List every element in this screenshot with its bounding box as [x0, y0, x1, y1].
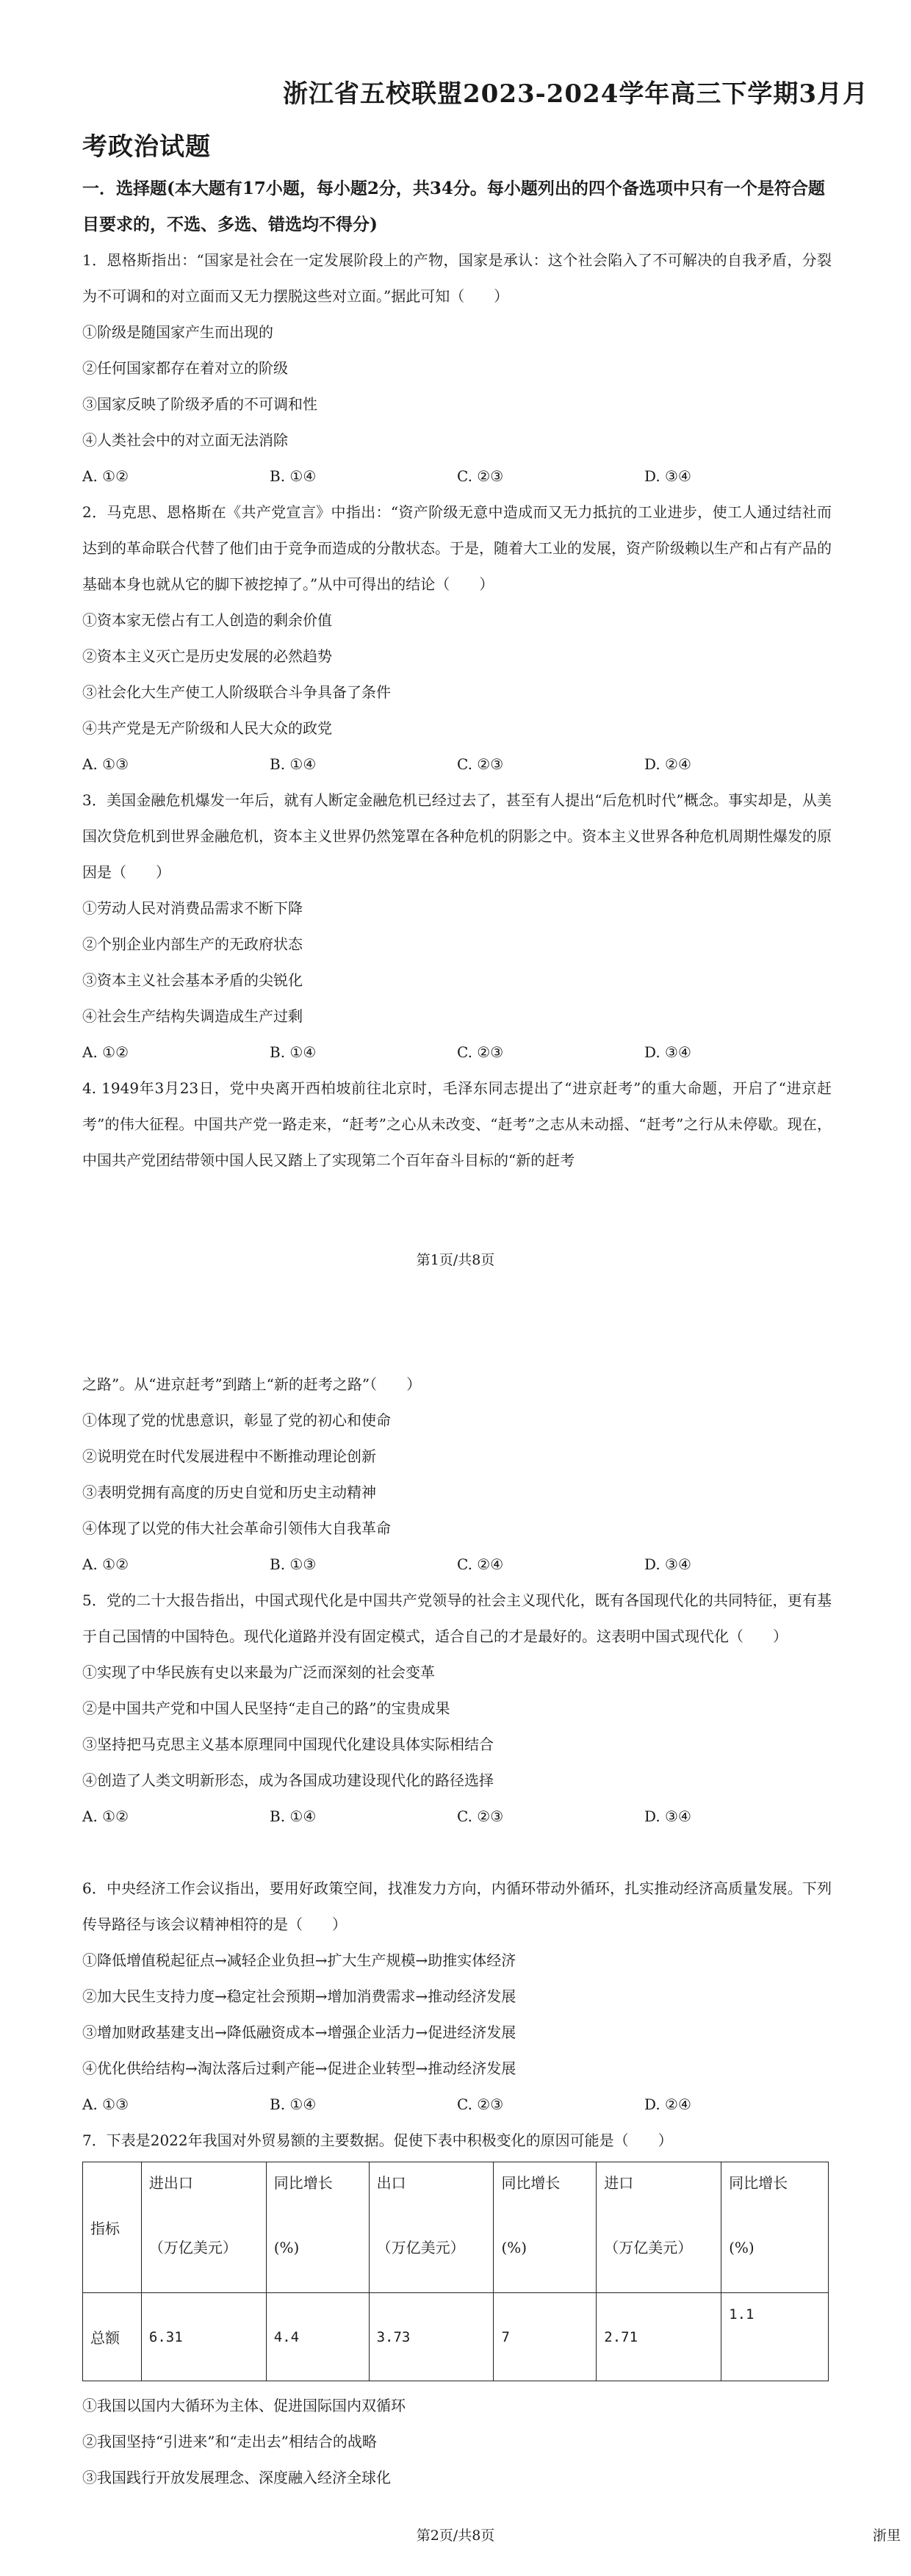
option-b: B. ①④	[270, 1807, 317, 1825]
option-a: A. ①③	[82, 755, 129, 773]
exam-title: 浙江省五校联盟2023-2024学年高三下学期3月月	[283, 79, 869, 109]
question-stem: 3．美国金融危机爆发一年后，就有人断定金融危机已经过去了，甚至有人提出“后危机时代”概念。事实却是，从美国次贷危机到世界金融危机，资本主义世界仍然笼罩在各种危机的阴影之中。资本主义世界各种危机周期性爆发的原因是（ ）	[82, 791, 832, 881]
statement: ②我国坚持“引进来”和“走出去”相结合的战略	[82, 2433, 377, 2450]
statement: ④人类社会中的对立面无法消除	[82, 431, 288, 449]
statement: ③资本主义社会基本矛盾的尖锐化	[82, 971, 303, 989]
option-a: A. ①②	[82, 1555, 129, 1573]
option-c: C. ②③	[457, 1043, 504, 1061]
question-stem: 之路”。从“进京赶考”到踏上“新的赶考之路”（ ）	[82, 1375, 422, 1393]
option-c: C. ②③	[457, 1807, 504, 1825]
question-7	[82, 2123, 832, 2159]
option-a: A. ①②	[82, 1043, 129, 1061]
statement: ①体现了党的忧患意识，彰显了党的初心和使命	[82, 1411, 391, 1429]
table-cell: 3.73	[369, 2293, 494, 2381]
question-1	[82, 242, 832, 494]
table-row-label: 总额	[83, 2293, 142, 2381]
option-d: D. ②④	[644, 2095, 691, 2113]
option-b: B. ①④	[270, 2095, 317, 2113]
question-stem: 4. 1949年3月23日，党中央离开西柏坡前往北京时，毛泽东同志提出了“进京赶考”的重大命题，开启了“进京赶考”的伟大征程。中国共产党一路走来，“赶考”之心从未改变、“赶考”之志从未动摇、“赶考”之行从未停歇。现在，中国共产党团结带领中国人民又踏上了实现第二个百年奋斗目标的“新的赶考	[82, 1079, 832, 1169]
option-d: D. ③④	[644, 467, 691, 485]
statement: ①实现了中华民族有史以来最为广泛而深刻的社会变革	[82, 1663, 435, 1681]
answer-options	[82, 1035, 832, 1071]
statement: ②是中国共产党和中国人民坚持“走自己的路”的宝贵成果	[82, 1699, 450, 1717]
table-cell: 1.1	[721, 2293, 829, 2381]
statement: ②个别企业内部生产的无政府状态	[82, 935, 303, 953]
answer-options	[82, 1547, 832, 1583]
option-b: B. ①③	[270, 1555, 317, 1573]
statement: ②加大民生支持力度→稳定社会预期→增加消费需求→推动经济发展	[82, 1987, 516, 2005]
statement: ①劳动人民对消费品需求不断下降	[82, 899, 303, 917]
question-3	[82, 782, 832, 1071]
page-2	[0, 1367, 911, 2576]
page-footer: 第1页/共8页	[416, 1252, 495, 1268]
table-row	[83, 2293, 829, 2381]
table-cell: 2.71	[597, 2293, 721, 2381]
statement: ①降低增值税起征点→减轻企业负担→扩大生产规模→助推实体经济	[82, 1951, 516, 1969]
statement: ②资本主义灭亡是历史发展的必然趋势	[82, 647, 332, 665]
statement: ②说明党在时代发展进程中不断推动理论创新	[82, 1447, 376, 1465]
exam-title-continued: 考政治试题	[82, 132, 211, 162]
statement: ④共产党是无产阶级和人民大众的政党	[82, 719, 332, 737]
statement: ③国家反映了阶级矛盾的不可调和性	[82, 395, 317, 413]
option-c: C. ②④	[457, 1555, 504, 1573]
question-stem: 6．中央经济工作会议指出，要用好政策空间，找准发力方向，内循环带动外循环，扎实推动经济高质量发展。下列传导路径与该会议精神相符的是（ ）	[82, 1879, 832, 1933]
table-row-header: 指标	[83, 2162, 142, 2293]
statement: ①我国以国内大循环为主体、促进国际国内双循环	[82, 2397, 406, 2414]
statement: ④社会生产结构失调造成生产过剩	[82, 1007, 303, 1025]
statement: ①资本家无偿占有工人创造的剩余价值	[82, 611, 332, 629]
question-stem: 2．马克思、恩格斯在《共产党宣言》中指出：“资产阶级无意中造成而又无力抵抗的工业进步，使工人通过结社而达到的革命联合代替了他们由于竞争而造成的分散状态。于是，随着大工业的发展，资产阶级赖以生产和占有产品的基础本身也就从它的脚下被挖掉了。”从中可得出的结论（ ）	[82, 503, 832, 593]
table-column-header: 进出口 （万亿美元）	[141, 2162, 266, 2293]
statement: ④优化供给结构→淘汰落后过剩产能→促进企业转型→推动经济发展	[82, 2059, 516, 2077]
question-stem: 1．恩格斯指出：“国家是社会在一定发展阶段上的产物，国家是承认：这个社会陷入了不可解决的自我矛盾，分裂为不可调和的对立面而又无力摆脱这些对立面。”据此可知（ ）	[82, 251, 832, 305]
option-a: A. ①②	[82, 1807, 129, 1825]
answer-options	[82, 746, 832, 782]
corner-label: 浙里	[872, 2528, 901, 2544]
trade-data-table	[82, 2162, 829, 2381]
option-b: B. ①④	[270, 467, 317, 485]
option-d: D. ②④	[644, 755, 691, 773]
option-d: D. ③④	[644, 1807, 691, 1825]
question-stem: 5．党的二十大报告指出，中国式现代化是中国共产党领导的社会主义现代化，既有各国现代化的共同特征，更有基于自己国情的中国特色。现代化道路并没有固定模式，适合自己的才是最好的。这表明中国式现代化（ ）	[82, 1591, 832, 1645]
statement: ③我国践行开放发展理念、深度融入经济全球化	[82, 2469, 391, 2486]
option-a: A. ①②	[82, 467, 129, 485]
question-6	[82, 1871, 832, 2123]
table-cell: 7	[494, 2293, 597, 2381]
table-column-header: 同比增长 (%)	[721, 2162, 829, 2293]
table-header-row	[83, 2162, 829, 2293]
table-cell: 4.4	[266, 2293, 369, 2381]
table-cell: 6.31	[141, 2293, 266, 2381]
question-2	[82, 494, 832, 782]
statement: ③表明党拥有高度的历史自觉和历史主动精神	[82, 1483, 376, 1501]
option-b: B. ①④	[270, 1043, 317, 1061]
statement: ③增加财政基建支出→降低融资成本→增强企业活力→促进经济发展	[82, 2023, 516, 2041]
option-b: B. ①④	[270, 755, 317, 773]
question-5	[82, 1583, 832, 1835]
table-column-header: 出口 （万亿美元）	[369, 2162, 494, 2293]
answer-options	[82, 458, 832, 494]
question-stem: 7．下表是2022年我国对外贸易额的主要数据。促使下表中积极变化的原因可能是（ ）	[82, 2131, 673, 2149]
option-c: C. ②③	[457, 755, 504, 773]
table-column-header: 同比增长 (%)	[494, 2162, 597, 2293]
option-d: D. ③④	[644, 1555, 691, 1573]
statement: ②任何国家都存在着对立的阶级	[82, 359, 288, 377]
option-c: C. ②③	[457, 467, 504, 485]
question-4-continued	[82, 1367, 832, 1583]
option-c: C. ②③	[457, 2095, 504, 2113]
statement: ④体现了以党的伟大社会革命引领伟大自我革命	[82, 1519, 391, 1537]
statement: ①阶级是随国家产生而出现的	[82, 323, 273, 341]
page-footer: 第2页/共8页	[416, 2528, 495, 2544]
statement: ③坚持把马克思主义基本原理同中国现代化建设具体实际相结合	[82, 1735, 494, 1753]
statement: ④创造了人类文明新形态，成为各国成功建设现代化的路径选择	[82, 1771, 494, 1789]
section-heading: 一．选择题(本大题有17小题，每小题2分，共34分。每小题列出的四个备选项中只有一个是符合题目要求的，不选、多选、错选均不得分)	[82, 179, 825, 234]
question-7-statements	[82, 2388, 832, 2496]
answer-options	[82, 1799, 832, 1835]
option-d: D. ③④	[644, 1043, 691, 1061]
answer-options	[82, 2087, 832, 2123]
table-column-header: 同比增长 (%)	[266, 2162, 369, 2293]
statement: ③社会化大生产使工人阶级联合斗争具备了条件	[82, 683, 391, 701]
question-4	[82, 1071, 832, 1179]
option-a: A. ①③	[82, 2095, 129, 2113]
table-column-header: 进口 （万亿美元）	[597, 2162, 721, 2293]
